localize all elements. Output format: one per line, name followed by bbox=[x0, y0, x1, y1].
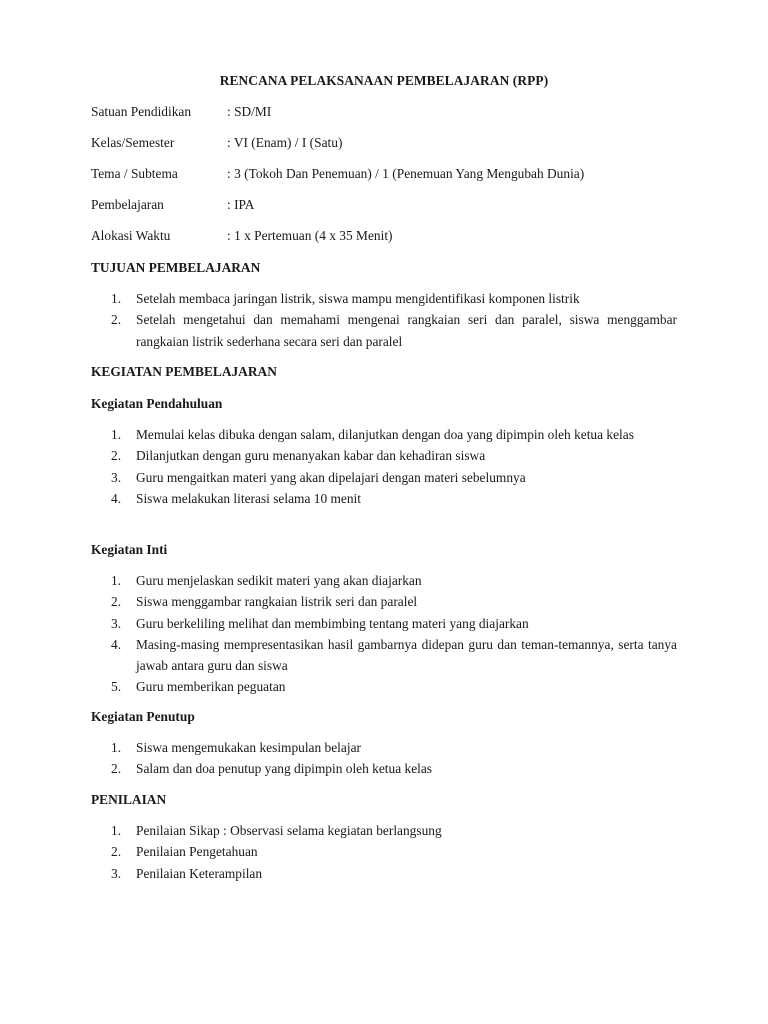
info-row-satuan-pendidikan bbox=[91, 104, 691, 122]
subsection-heading-penutup: Kegiatan Penutup bbox=[91, 709, 195, 724]
list-item bbox=[91, 288, 677, 309]
list-number: 4. bbox=[111, 636, 122, 652]
list-item bbox=[91, 570, 677, 591]
list-number: 1. bbox=[111, 427, 122, 442]
list-number: 1. bbox=[111, 823, 122, 838]
list-item bbox=[91, 445, 677, 466]
info-row-kelas-semester bbox=[91, 135, 691, 153]
list-item bbox=[91, 613, 677, 634]
list-item bbox=[91, 820, 677, 841]
info-row-pembelajaran bbox=[91, 197, 691, 215]
list-text: Penilaian Keterampilan bbox=[136, 865, 263, 881]
info-label: Satuan Pendidikan bbox=[91, 104, 192, 119]
info-value: : SD/MI bbox=[227, 104, 272, 119]
list-number: 2. bbox=[111, 761, 122, 777]
list-item bbox=[91, 309, 677, 352]
info-label: Tema / Subtema bbox=[91, 166, 178, 181]
list-text: Penilaian Sikap : Observasi selama kegiatan berlangsung bbox=[136, 823, 442, 838]
inti-list bbox=[91, 570, 677, 698]
list-item bbox=[91, 591, 677, 612]
info-row-tema-subtema bbox=[91, 166, 691, 184]
list-number: 1. bbox=[111, 740, 122, 755]
info-row-alokasi-waktu bbox=[91, 228, 691, 246]
list-number: 2. bbox=[111, 594, 122, 610]
list-text: Memulai kelas dibuka dengan salam, dilanjutkan dengan doa yang dipimpin oleh ketua kelas bbox=[136, 427, 634, 442]
info-label: Pembelajaran bbox=[91, 197, 164, 212]
list-text: Guru berkeliling melihat dan membimbing tentang materi yang diajarkan bbox=[136, 615, 529, 631]
list-number: 5. bbox=[111, 679, 122, 695]
list-number: 4. bbox=[111, 490, 122, 506]
section-heading-tujuan: TUJUAN PEMBELAJARAN bbox=[91, 260, 261, 275]
document-title: RENCANA PELAKSANAAN PEMBELAJARAN (RPP) bbox=[219, 73, 549, 88]
list-number: 1. bbox=[111, 291, 122, 306]
info-value: : VI (Enam) / I (Satu) bbox=[227, 135, 343, 150]
list-text: Setelah membaca jaringan listrik, siswa mampu mengidentifikasi komponen listrik bbox=[136, 291, 580, 306]
list-number: 3. bbox=[111, 469, 122, 485]
list-item bbox=[91, 737, 677, 758]
list-text: Guru menjelaskan sedikit materi yang akan diajarkan bbox=[136, 573, 422, 588]
list-item bbox=[91, 467, 677, 488]
info-value: : 1 x Pertemuan (4 x 35 Menit) bbox=[227, 228, 393, 243]
list-text: Guru memberikan peguatan bbox=[136, 679, 286, 695]
list-number: 2. bbox=[111, 844, 122, 860]
list-number: 2. bbox=[111, 448, 122, 464]
list-item bbox=[91, 676, 677, 697]
list-number: 2. bbox=[111, 312, 122, 328]
list-number: 3. bbox=[111, 865, 122, 881]
list-item bbox=[91, 488, 677, 509]
section-heading-penilaian: PENILAIAN bbox=[91, 792, 167, 807]
list-text: Siswa menggambar rangkaian listrik seri dan paralel bbox=[136, 594, 418, 610]
penutup-list bbox=[91, 737, 677, 780]
list-text: Salam dan doa penutup yang dipimpin oleh ketua kelas bbox=[136, 761, 433, 777]
list-item bbox=[91, 863, 677, 884]
list-item bbox=[91, 634, 677, 677]
list-text: Setelah mengetahui dan memahami mengenai rangkaian seri dan paralel, siswa menggambar rangkaian listrik sederhana secara seri dan paralel bbox=[136, 312, 677, 349]
info-label: Alokasi Waktu bbox=[91, 228, 171, 243]
subsection-heading-pendahuluan: Kegiatan Pendahuluan bbox=[91, 396, 223, 411]
list-item bbox=[91, 758, 677, 779]
list-number: 1. bbox=[111, 573, 122, 588]
list-text: Dilanjutkan dengan guru menanyakan kabar dan kehadiran siswa bbox=[136, 448, 486, 464]
pendahuluan-list bbox=[91, 424, 677, 509]
list-item bbox=[91, 841, 677, 862]
info-value: : 3 (Tokoh Dan Penemuan) / 1 (Penemuan Yang Mengubah Dunia) bbox=[227, 166, 585, 181]
section-heading-kegiatan: KEGIATAN PEMBELAJARAN bbox=[91, 364, 277, 379]
list-number: 3. bbox=[111, 615, 122, 631]
list-text: Masing-masing mempresentasikan hasil gambarnya didepan guru dan teman-temannya, serta tanya jawab antara guru dan siswa bbox=[136, 636, 677, 674]
info-label: Kelas/Semester bbox=[91, 135, 175, 150]
tujuan-list bbox=[91, 288, 677, 352]
info-value: : IPA bbox=[227, 197, 255, 212]
list-text: Siswa mengemukakan kesimpulan belajar bbox=[136, 740, 361, 755]
list-text: Siswa melakukan literasi selama 10 menit bbox=[136, 490, 361, 506]
penilaian-list bbox=[91, 820, 677, 884]
list-text: Penilaian Pengetahuan bbox=[136, 844, 258, 860]
subsection-heading-inti: Kegiatan Inti bbox=[91, 542, 168, 557]
list-item bbox=[91, 424, 677, 445]
list-text: Guru mengaitkan materi yang akan dipelajari dengan materi sebelumnya bbox=[136, 469, 526, 485]
